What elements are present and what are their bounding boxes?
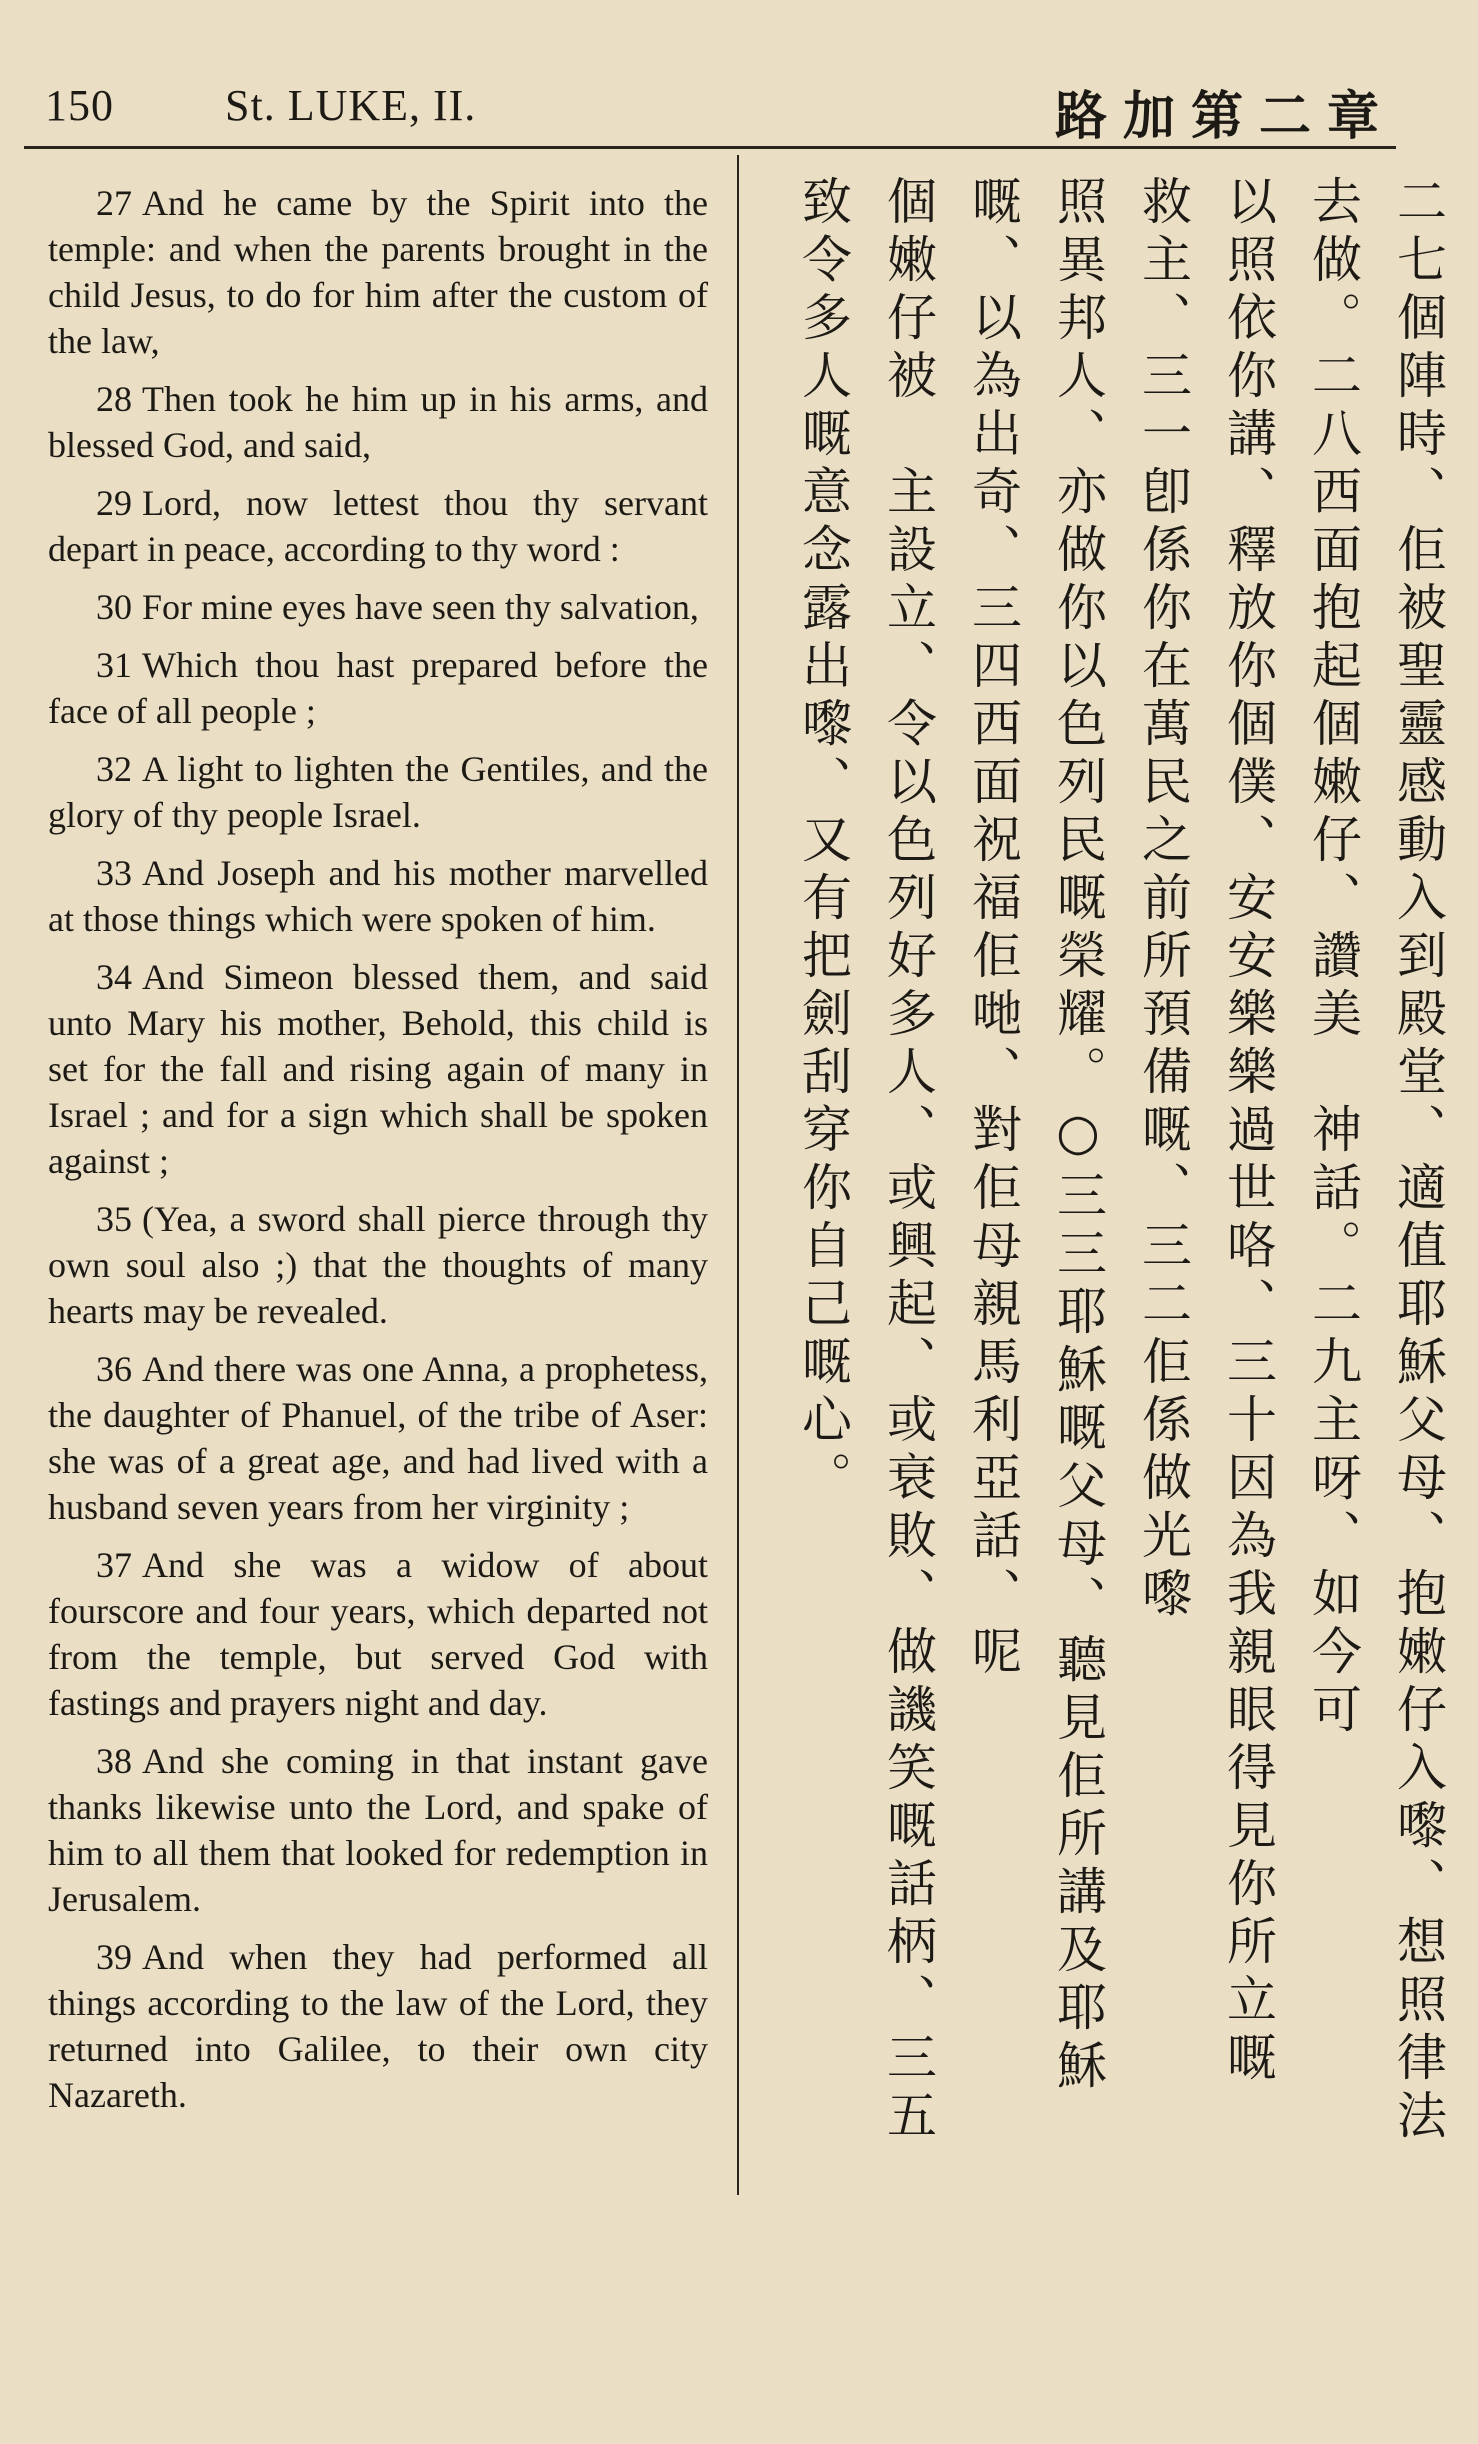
page-header (45, 80, 1395, 147)
header-rule (24, 146, 1396, 149)
verse-text: And she was a widow of about fourscore and four years, which departed not from the temple, but served God with fastings and prayers night and day. (48, 1545, 708, 1723)
verse-33 (48, 850, 708, 942)
verse-text: Lord, now lettest thou thy servant depart in peace, according to thy word : (48, 483, 708, 569)
page-number: 150 (45, 81, 114, 130)
verse-28 (48, 376, 708, 468)
verse-number: 28 (96, 379, 132, 419)
verse-number: 29 (96, 483, 132, 523)
column-divider (737, 155, 739, 2195)
verse-number: 38 (96, 1741, 132, 1781)
verse-number: 35 (96, 1199, 132, 1239)
verse-text: And when they had performed all things according to the law of the Lord, they returned into Galilee, to their own city Nazareth. (48, 1937, 708, 2115)
verse-text: A light to lighten the Gentiles, and the glory of thy people Israel. (48, 749, 708, 835)
verse-39 (48, 1934, 708, 2118)
verse-27 (48, 180, 708, 364)
verse-30 (48, 584, 708, 630)
chinese-line (770, 175, 780, 2195)
verse-text: And he came by the Spirit into the temple: and when the parents brought in the child Jesus, to do for him after the custom of the law, (48, 183, 708, 361)
verse-29 (48, 480, 708, 572)
verse-text: Then took he him up in his arms, and blessed God, and said, (48, 379, 708, 465)
verse-text: For mine eyes have seen thy salvation, (142, 587, 699, 627)
verse-32 (48, 746, 708, 838)
verse-36 (48, 1346, 708, 1530)
verse-number: 27 (96, 183, 132, 223)
verse-37 (48, 1542, 708, 1726)
verse-number: 33 (96, 853, 132, 893)
verse-number: 30 (96, 587, 132, 627)
verse-text: (Yea, a sword shall pierce through thy own soul also ;) that the thoughts of many hearts may be revealed. (48, 1199, 708, 1331)
verse-number: 31 (96, 645, 132, 685)
chinese-running-head: 路加第二章 (1054, 87, 1395, 147)
verse-34 (48, 954, 708, 1184)
verse-text: And there was one Anna, a prophetess, the daughter of Phanuel, of the tribe of Aser: she was of a great age, and had lived with a husband seven years from her virginity ; (48, 1349, 708, 1527)
verse-number: 39 (96, 1937, 132, 1977)
verse-number: 37 (96, 1545, 132, 1585)
chinese-line: 以照依你講、釋放你個僕、安安樂樂過世咯、三十因為我親眼得見你所立嘅 救主、三一卽係你在萬民之前所預備嘅、三二佢係做光嚟 (1134, 175, 1277, 2147)
verse-number: 34 (96, 957, 132, 997)
verse-38 (48, 1738, 708, 1922)
verse-text: And Joseph and his mother marvelled at those things which were spoken of him. (48, 853, 708, 939)
english-column (48, 180, 708, 2130)
verse-text: Which thou hast prepared before the face of all people ; (48, 645, 708, 731)
chinese-line: 二七個陣時、佢被聖靈感動入到殿堂、適值耶穌父母、抱嫩仔入嚟、想照律法去做。二八西面抱起個嫩仔、讚美 神話。二九主呀、如今可 (1304, 175, 1447, 2147)
chinese-column (770, 175, 1460, 2195)
chinese-line: 照異邦人、亦做你以色列民嘅榮耀。○三三耶穌嘅父母、聽見佢所講及耶穌嘅、以為出奇、三四西面祝福佢哋、對佢母親馬利亞話、呢 (964, 175, 1107, 2097)
verse-text: And she coming in that instant gave thanks likewise unto the Lord, and spake of him to all them that looked for redemption in Jerusalem. (48, 1741, 708, 1919)
running-head: St. LUKE, II. (225, 81, 477, 130)
verse-31 (48, 642, 708, 734)
verse-number: 32 (96, 749, 132, 789)
verse-35 (48, 1196, 708, 1334)
verse-number: 36 (96, 1349, 132, 1389)
verse-text: And Simeon blessed them, and said unto Mary his mother, Behold, this child is set for the fall and rising again of many in Israel ; and for a sign which shall be spoken against ; (48, 957, 708, 1181)
chinese-line: 個嫩仔被 主設立、令以色列好多人、或興起、或衰敗、做譏笑嘅話柄、三五致令多人嘅意念露出嚟、又有把劍刮穿你自己嘅心。 (794, 175, 937, 2147)
